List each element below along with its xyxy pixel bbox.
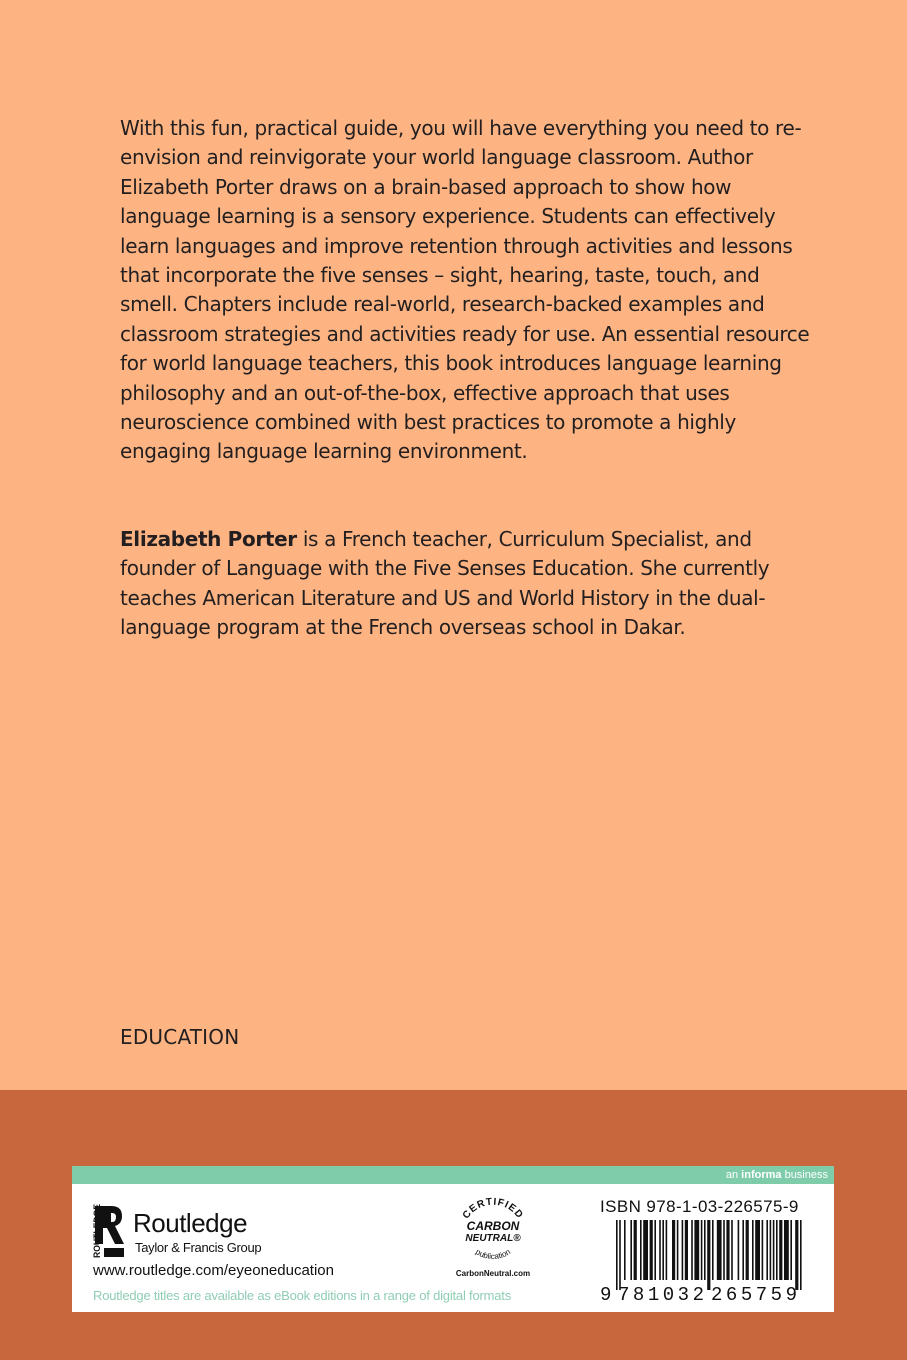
barcode-bar — [654, 1220, 656, 1280]
barcode-bar — [752, 1220, 754, 1280]
svg-text:CERTIFIED — [461, 1197, 526, 1222]
barcode-bar — [755, 1220, 760, 1280]
ebook-note: Routledge titles are available as eBook editions in a range of digital formats — [93, 1288, 511, 1303]
informa-brand: informa — [741, 1169, 782, 1181]
barcode-digits-right: 265759 — [711, 1284, 797, 1302]
carbon-badge-neutral: NEUTRAL® — [465, 1233, 521, 1244]
routledge-logo-icon — [90, 1202, 126, 1258]
barcode-bar — [712, 1220, 714, 1280]
carbon-badge-bottom: publication — [473, 1247, 513, 1262]
barcode-digits-left: 781032 — [618, 1284, 704, 1302]
publisher-name: Routledge — [133, 1208, 248, 1238]
barcode-bar — [776, 1220, 778, 1280]
barcode-bar — [790, 1220, 792, 1280]
barcode-bar — [773, 1220, 775, 1280]
barcode-bar — [746, 1220, 749, 1280]
carbon-badge-carbon: CARBON — [466, 1219, 520, 1233]
barcode-bar — [666, 1220, 668, 1280]
barcode-bar — [672, 1220, 675, 1280]
barcode-bar — [685, 1220, 688, 1280]
barcode-bar — [800, 1220, 802, 1290]
barcode-bar — [640, 1220, 642, 1280]
barcode-bar — [742, 1220, 744, 1280]
category-label: EDUCATION — [120, 1025, 240, 1049]
author-bio-text: is a French teacher, Curriculum Specialist, and founder of Language with the Five Senses Education. She currently teaches American Literature and US and World History in the dual-language program at the French overseas school in Dakar. — [120, 527, 770, 640]
barcode-digit-lead: 9 — [600, 1284, 612, 1302]
barcode-bar — [662, 1220, 664, 1280]
barcode-bar — [624, 1220, 626, 1280]
isbn-label: ISBN 978-1-03-226575-9 — [600, 1197, 799, 1216]
barcode-bar — [659, 1220, 661, 1280]
barcode-bar — [795, 1220, 798, 1290]
barcode-bar — [704, 1220, 706, 1280]
barcode-bar — [619, 1220, 621, 1290]
barcode-bar — [766, 1220, 768, 1280]
publisher-url[interactable]: www.routledge.com/eyeoneducation — [93, 1262, 334, 1279]
barcode-bar — [694, 1220, 699, 1280]
barcode-bar — [707, 1220, 710, 1290]
carbon-badge-site: CarbonNeutral.com — [455, 1269, 531, 1278]
carbon-neutral-badge-icon — [443, 1190, 543, 1282]
barcode-bar — [691, 1220, 693, 1280]
barcode-bar — [731, 1220, 733, 1280]
barcode-bar — [723, 1220, 725, 1280]
author-name: Elizabeth Porter — [120, 527, 297, 551]
barcode-bar — [616, 1220, 618, 1290]
informa-prefix: an — [725, 1169, 742, 1181]
barcode-bar — [677, 1220, 679, 1280]
barcode-bar — [682, 1220, 684, 1280]
informa-suffix: business — [781, 1169, 828, 1181]
book-description: With this fun, practical guide, you will have everything you need to re-envision and reinvigorate your world language classroom. Author Elizabeth Porter draws on a brain-based approach to show how language learning is a sensory experience. Students can effectively learn languages and improve retention through activities and lessons that incorporate the five senses – sight, hearing, taste, touch, and smell. Chapters include real-world, research-backed examples and classroom strategies and activities ready for use. An essential resource for world language teachers, this book introduces language learning philosophy and an out-of-the-box, effective approach that uses neuroscience combined with best practices to promote a highly engaging language learning environment. — [120, 116, 810, 464]
barcode-bar — [701, 1220, 703, 1280]
author-bio — [120, 525, 820, 643]
informa-strip — [72, 1166, 834, 1184]
barcode-bar — [650, 1220, 653, 1280]
barcode-bar — [634, 1220, 637, 1280]
svg-text:publication — [474, 1247, 512, 1261]
barcode-bar — [762, 1220, 764, 1280]
barcode-bar — [726, 1220, 729, 1280]
barcode-icon — [600, 1220, 816, 1302]
barcode-bar — [770, 1220, 772, 1280]
barcode-bar — [643, 1220, 648, 1280]
barcode-bar — [717, 1220, 722, 1280]
barcode-bar — [630, 1220, 632, 1280]
barcode-bar — [779, 1220, 782, 1280]
barcode-bar — [784, 1220, 789, 1280]
publisher-group: Taylor & Francis Group — [135, 1240, 262, 1255]
barcode-bar — [738, 1220, 740, 1280]
carbon-badge-top: CERTIFIED — [460, 1196, 526, 1222]
